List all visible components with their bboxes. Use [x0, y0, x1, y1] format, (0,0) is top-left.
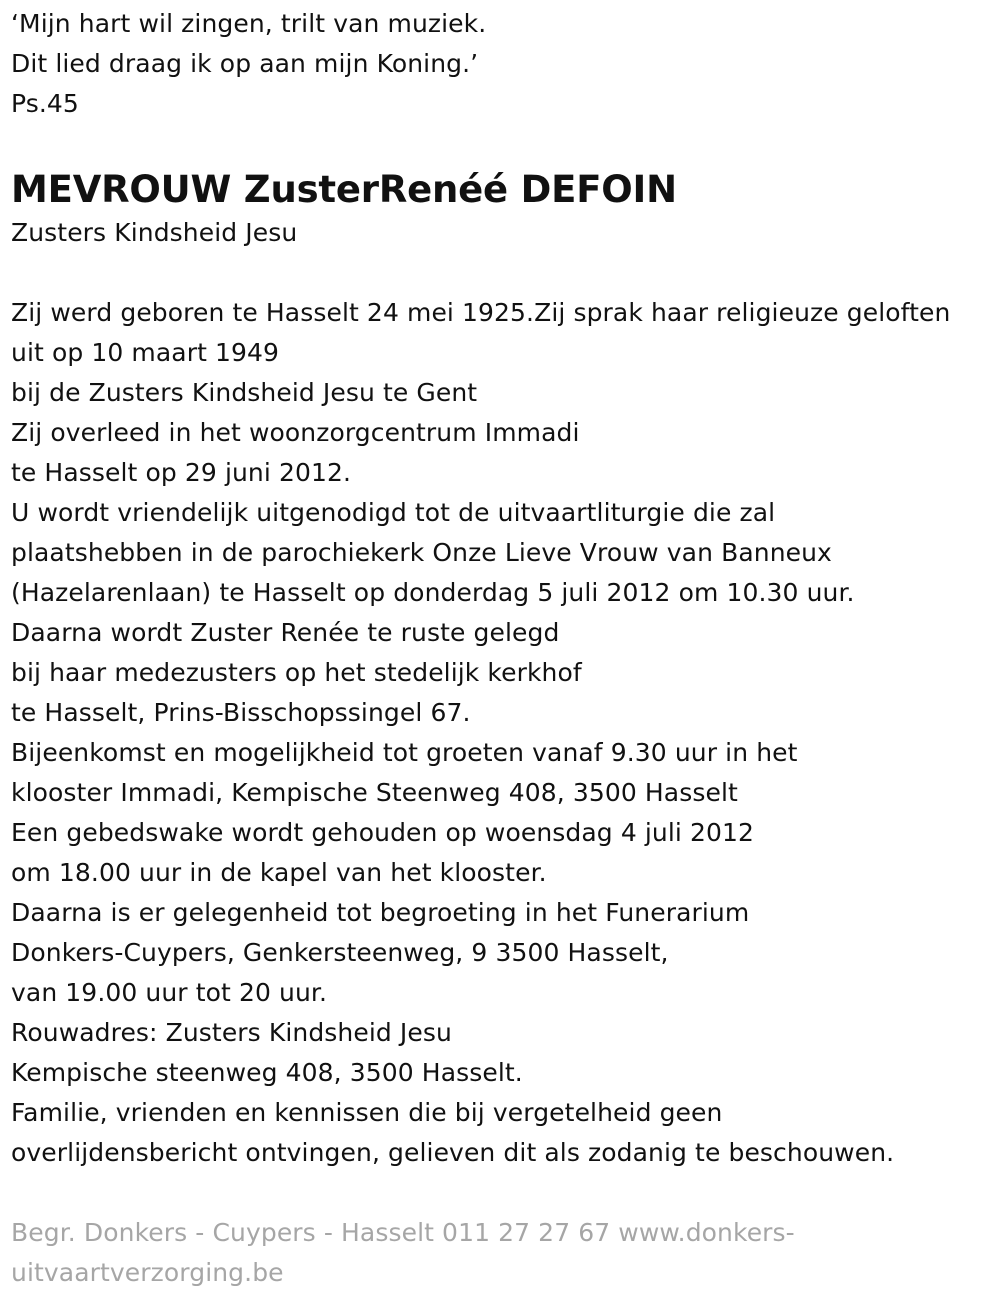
body-line: Een gebedswake wordt gehouden op woensdag 4 juli 2012	[11, 818, 755, 847]
body-line: U wordt vriendelijk uitgenodigd tot de uitvaartliturgie die zal	[11, 498, 776, 527]
funeral-home-footer	[11, 1213, 996, 1293]
psalm-quote	[11, 4, 996, 124]
body-line: uit op 10 maart 1949	[11, 338, 280, 367]
footer-line: uitvaartverzorging.be	[11, 1258, 284, 1287]
body-line: Daarna is er gelegenheid tot begroeting in het Funerarium	[11, 898, 750, 927]
body-line: bij haar medezusters op het stedelijk kerkhof	[11, 658, 582, 687]
congregation-subtitle: Zusters Kindsheid Jesu	[11, 218, 298, 247]
body-line: Zij werd geboren te Hasselt 24 mei 1925.Zij sprak haar religieuze geloften	[11, 298, 951, 327]
footer-line: Begr. Donkers - Cuypers - Hasselt 011 27 27 67 www.donkers-	[11, 1218, 795, 1247]
body-line: plaatshebben in de parochiekerk Onze Lieve Vrouw van Banneux	[11, 538, 832, 567]
body-line: Daarna wordt Zuster Renée te ruste gelegd	[11, 618, 560, 647]
body-line: Zij overleed in het woonzorgcentrum Immadi	[11, 418, 580, 447]
body-line: (Hazelarenlaan) te Hasselt op donderdag 5 juli 2012 om 10.30 uur.	[11, 578, 855, 607]
quote-reference: Ps.45	[11, 89, 79, 118]
quote-line: Dit lied draag ik op aan mijn Koning.’	[11, 49, 479, 78]
quote-line: ‘Mijn hart wil zingen, trilt van muziek.	[11, 9, 487, 38]
body-line: te Hasselt op 29 juni 2012.	[11, 458, 352, 487]
body-line: van 19.00 uur tot 20 uur.	[11, 978, 328, 1007]
deceased-name-title: MEVROUW ZusterRenéé DEFOIN	[11, 168, 677, 211]
body-line: bij de Zusters Kindsheid Jesu te Gent	[11, 378, 478, 407]
obituary-body	[11, 293, 996, 1173]
body-line: Kempische steenweg 408, 3500 Hasselt.	[11, 1058, 523, 1087]
body-line: klooster Immadi, Kempische Steenweg 408, 3500 Hasselt	[11, 778, 738, 807]
body-line: Bijeenkomst en mogelijkheid tot groeten vanaf 9.30 uur in het	[11, 738, 798, 767]
body-line: overlijdensbericht ontvingen, gelieven dit als zodanig te beschouwen.	[11, 1138, 895, 1167]
body-line: Rouwadres: Zusters Kindsheid Jesu	[11, 1018, 452, 1047]
obituary-page	[11, 0, 996, 1293]
body-line: te Hasselt, Prins-Bisschopssingel 67.	[11, 698, 471, 727]
body-line: Familie, vrienden en kennissen die bij vergetelheid geen	[11, 1098, 723, 1127]
body-line: om 18.00 uur in de kapel van het klooster.	[11, 858, 547, 887]
body-line: Donkers-Cuypers, Genkersteenweg, 9 3500 Hasselt,	[11, 938, 669, 967]
